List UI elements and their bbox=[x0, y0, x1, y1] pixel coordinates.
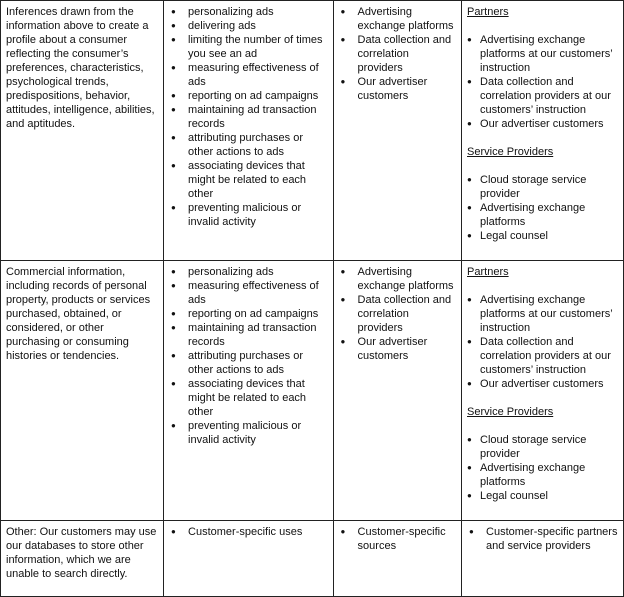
list-item: ● Advertising exchange platforms at our customers’ instruction bbox=[467, 293, 618, 335]
table-row bbox=[1, 521, 624, 597]
list-item: ● associating devices that might be related to each other bbox=[169, 377, 328, 419]
sources-cell bbox=[333, 521, 461, 597]
list-item: ● Data collection and correlation providers at our customers’ instruction bbox=[467, 75, 618, 117]
list-item: ● delivering ads bbox=[169, 19, 328, 33]
purposes-cell bbox=[164, 261, 334, 521]
list-item: ● maintaining ad transaction records bbox=[169, 103, 328, 131]
list-item: ● Data collection and correlation providers at our customers’ instruction bbox=[467, 335, 618, 377]
disclosures-cell bbox=[462, 261, 624, 521]
list-item: ● Advertising exchange platforms bbox=[467, 201, 618, 229]
service-providers-heading: Service Providers bbox=[467, 406, 554, 418]
list-item: ● Data collection and correlation providers bbox=[339, 293, 456, 335]
list-item: ● Advertising exchange platforms bbox=[339, 5, 456, 33]
list-item: ● reporting on ad campaigns bbox=[169, 89, 328, 103]
list-item: ● attributing purchases or other actions to ads bbox=[169, 131, 328, 159]
purposes-cell bbox=[164, 1, 334, 261]
table-row bbox=[1, 261, 624, 521]
partners-heading: Partners bbox=[467, 6, 509, 18]
list-item: ● Cloud storage service provider bbox=[467, 433, 618, 461]
list-item: ● Customer-specific partners and service providers bbox=[467, 525, 618, 553]
disclosures-cell bbox=[462, 1, 624, 261]
purposes-list bbox=[169, 265, 328, 447]
sources-cell bbox=[333, 261, 461, 521]
sources-list bbox=[339, 525, 456, 553]
list-item: ● Our advertiser customers bbox=[467, 377, 618, 391]
list-item: ● personalizing ads bbox=[169, 5, 328, 19]
service-providers-list bbox=[467, 173, 618, 243]
list-item: ● maintaining ad transaction records bbox=[169, 321, 328, 349]
list-item: ● Legal counsel bbox=[467, 489, 618, 503]
list-item: ● measuring effectiveness of ads bbox=[169, 279, 328, 307]
disclosures-cell bbox=[462, 521, 624, 597]
purposes-list bbox=[169, 5, 328, 229]
list-item: ● Advertising exchange platforms bbox=[467, 461, 618, 489]
list-item: ● measuring effectiveness of ads bbox=[169, 61, 328, 89]
purposes-cell bbox=[164, 521, 334, 597]
list-item: ● preventing malicious or invalid activity bbox=[169, 419, 328, 447]
disclosures-list bbox=[467, 525, 618, 553]
partners-list bbox=[467, 33, 618, 131]
list-item: ● Advertising exchange platforms bbox=[339, 265, 456, 293]
partners-list bbox=[467, 293, 618, 391]
category-text: Commercial information, including records of personal property, products or services purchased, obtained, or considered, or other purchasing or consuming histories or tendencies. bbox=[6, 266, 151, 362]
category-cell bbox=[1, 261, 164, 521]
list-item: ● personalizing ads bbox=[169, 265, 328, 279]
list-item: ● limiting the number of times you see an ad bbox=[169, 33, 328, 61]
sources-list bbox=[339, 5, 456, 103]
list-item: ● Our advertiser customers bbox=[467, 117, 618, 131]
partners-heading: Partners bbox=[467, 266, 509, 278]
list-item: ● attributing purchases or other actions to ads bbox=[169, 349, 328, 377]
service-providers-heading: Service Providers bbox=[467, 146, 554, 158]
list-item: ● Customer-specific uses bbox=[169, 525, 328, 539]
category-cell bbox=[1, 1, 164, 261]
sources-cell bbox=[333, 1, 461, 261]
table-row bbox=[1, 1, 624, 261]
list-item: ● associating devices that might be related to each other bbox=[169, 159, 328, 201]
list-item: ● Our advertiser customers bbox=[339, 75, 456, 103]
list-item: ● reporting on ad campaigns bbox=[169, 307, 328, 321]
sources-list bbox=[339, 265, 456, 363]
list-item: ● preventing malicious or invalid activity bbox=[169, 201, 328, 229]
purposes-list bbox=[169, 525, 328, 539]
category-text: Inferences drawn from the information above to create a profile about a consumer reflecting the consumer’s preferences, characteristics, psychological trends, predispositions, behavior, attitudes, intelligence, abilities, and aptitudes. bbox=[6, 6, 155, 130]
list-item: ● Cloud storage service provider bbox=[467, 173, 618, 201]
list-item: ● Legal counsel bbox=[467, 229, 618, 243]
list-item: ● Customer-specific sources bbox=[339, 525, 456, 553]
service-providers-list bbox=[467, 433, 618, 503]
category-text: Other: Our customers may use our databases to store other information, which we are unable to search directly. bbox=[6, 526, 157, 580]
list-item: ● Our advertiser customers bbox=[339, 335, 456, 363]
list-item: ● Advertising exchange platforms at our customers’ instruction bbox=[467, 33, 618, 75]
list-item: ● Data collection and correlation providers bbox=[339, 33, 456, 75]
category-cell bbox=[1, 521, 164, 597]
